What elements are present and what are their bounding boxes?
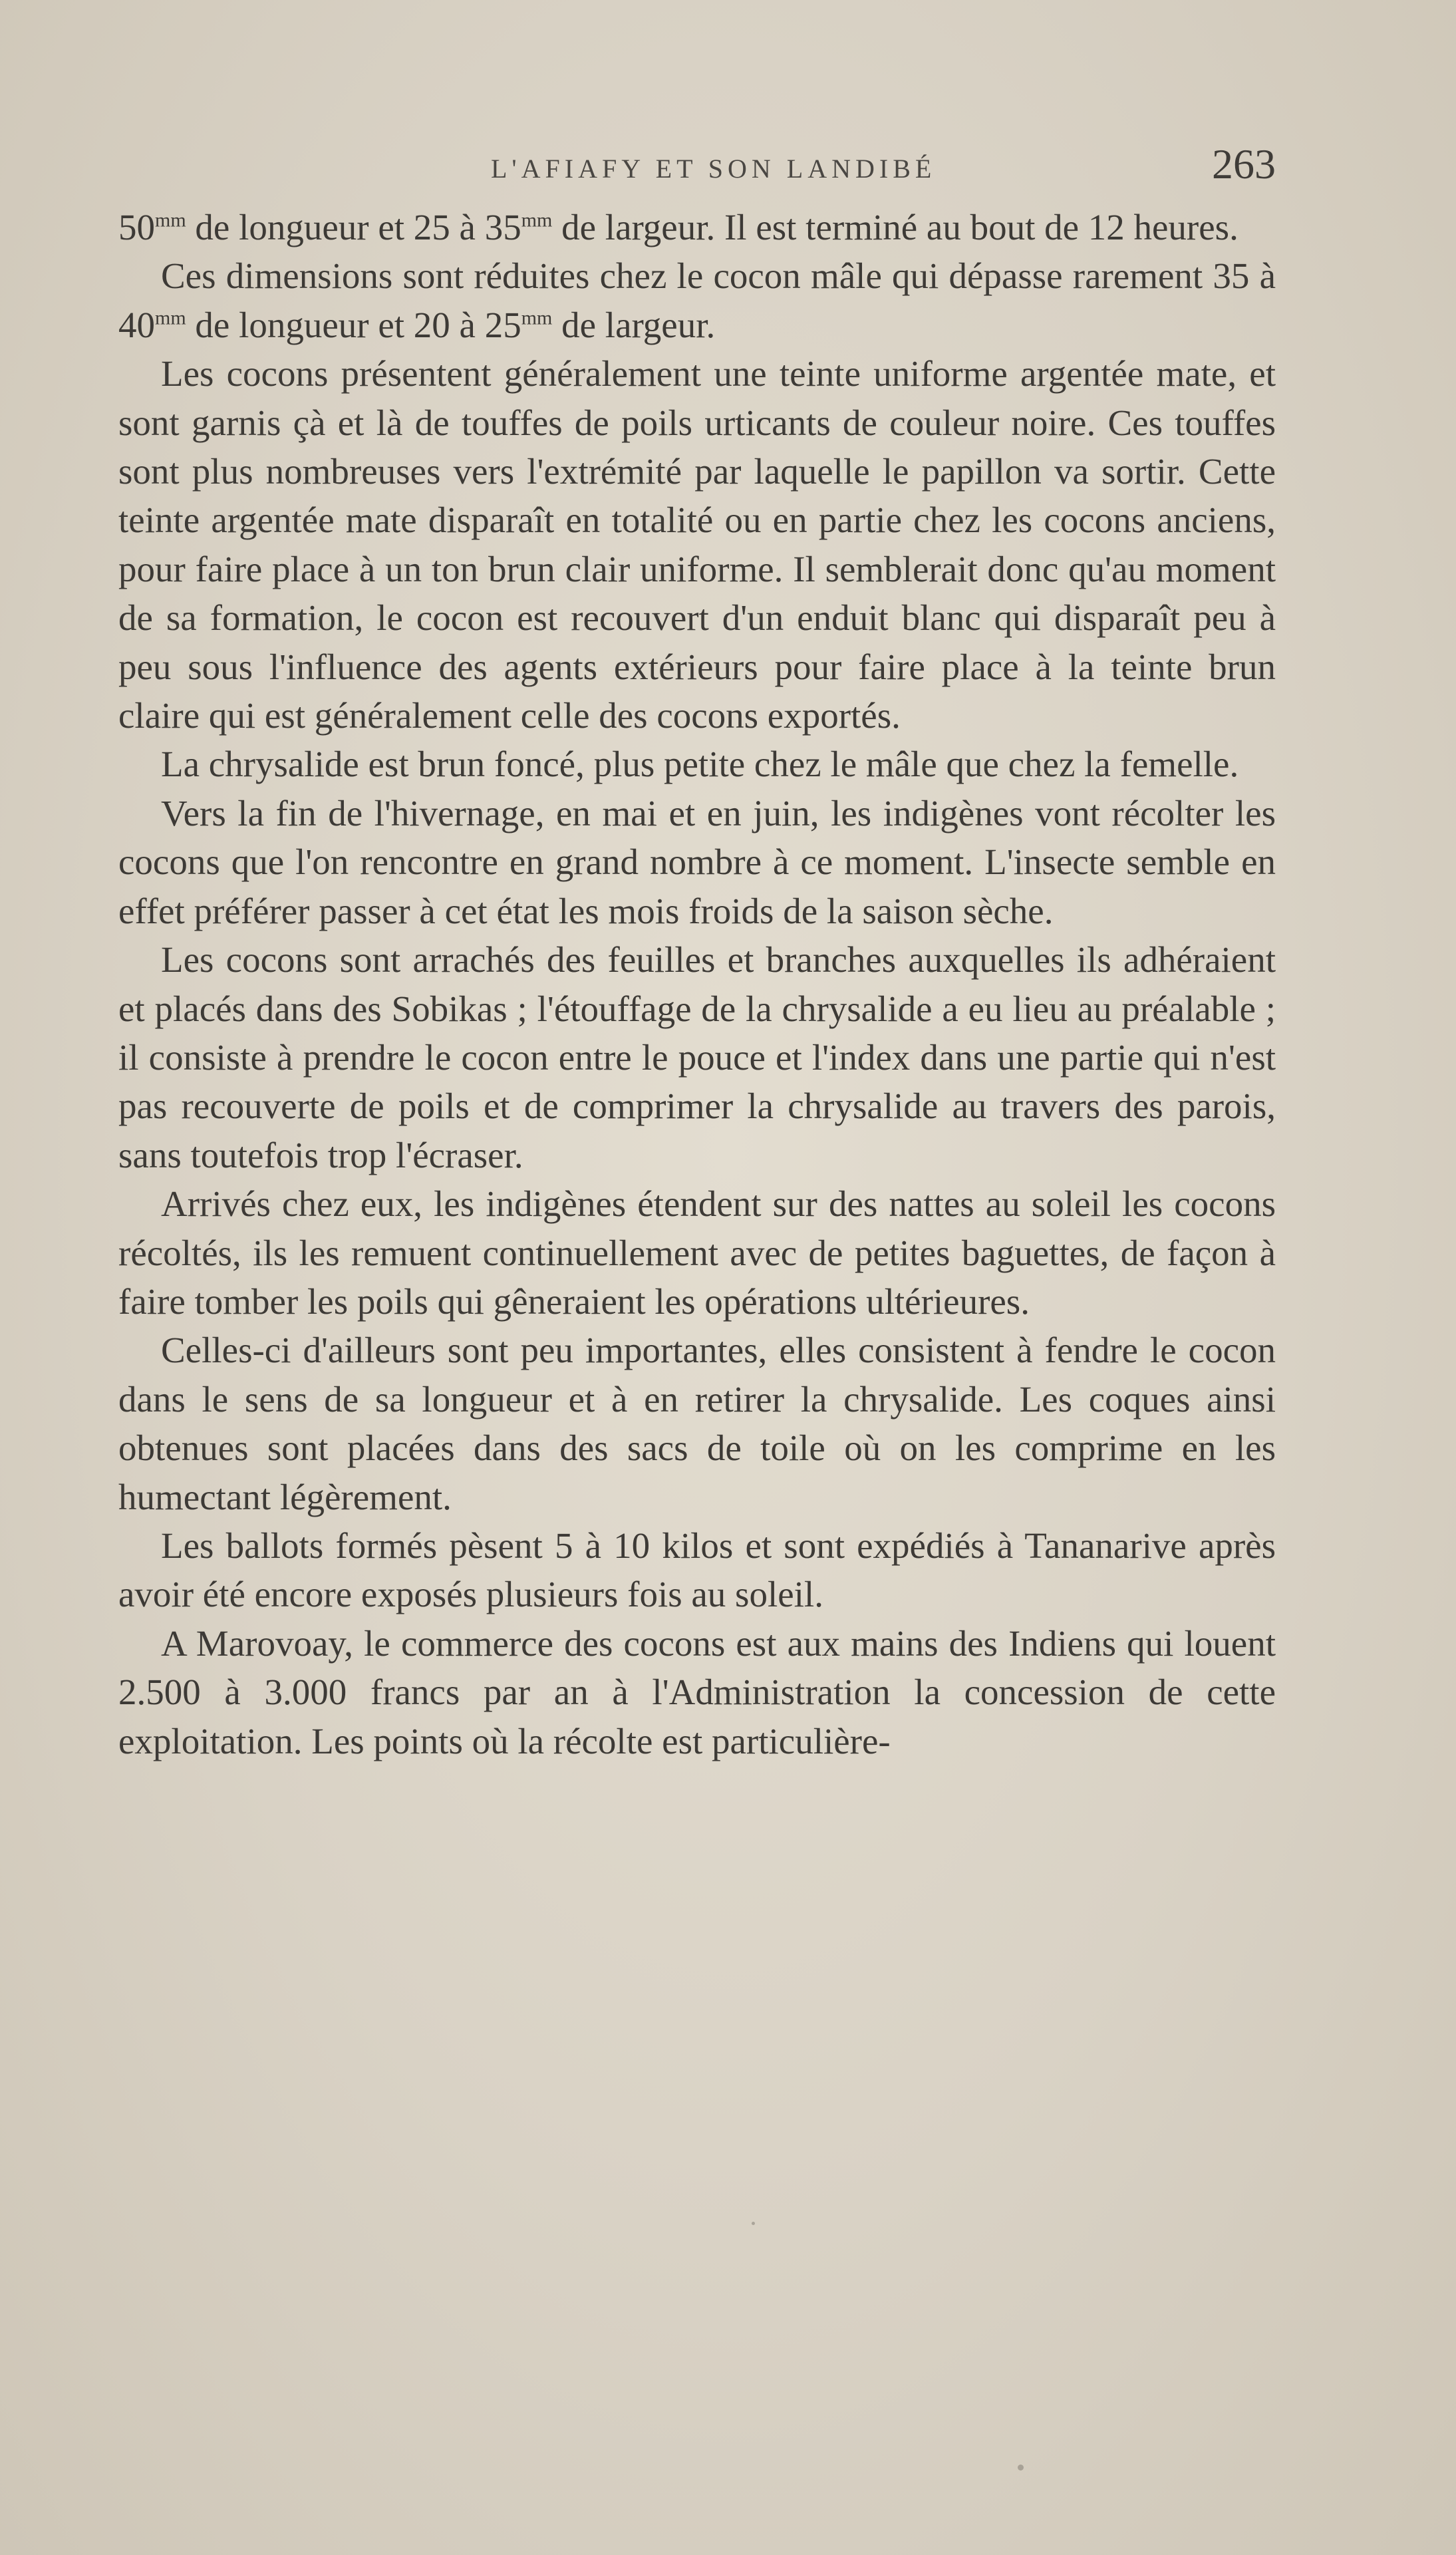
paragraph-8: Celles-ci d'ailleurs sont peu importantes, elles consistent à fendre le cocon dans le sens de sa longueur et à en retirer la chrysalide. Les coques ainsi obtenues sont placées dans des sacs de toile où on les comprime en les humectant légèrement. [118, 1330, 1276, 1517]
paper-speck [752, 2222, 755, 2225]
paragraph-10: A Marovoay, le commerce des cocons est aux mains des Indiens qui louent 2.500 à 3.000 francs par an à l'Administration la concession de cette exploitation. Les points où la récolte est particulière- [118, 1622, 1276, 1761]
paragraph-1 [118, 203, 1276, 251]
unit-superscript: mm [155, 307, 186, 329]
paragraph-5: Vers la fin de l'hivernage, en mai et en juin, les indigènes vont récolter les cocons que l'on rencontre en grand nombre à ce moment. L'insecte semble en effet préférer passer à cet état les mois froids de la saison sèche. [118, 792, 1276, 931]
unit-superscript: mm [521, 307, 553, 329]
text-run: de largeur. [552, 304, 716, 345]
body-text [118, 203, 1276, 1765]
text-run: 50 [118, 207, 155, 247]
running-head: L'AFIAFY ET SON LANDIBÉ [491, 154, 937, 184]
unit-superscript: mm [155, 209, 186, 231]
text-run: Ces dimensions sont réduites chez le cocon mâle qui dépasse rarement 35 à 40 [118, 255, 1276, 345]
paragraph-2 [118, 251, 1276, 349]
page-header [118, 140, 1276, 200]
paragraph-6: Les cocons sont arrachés des feuilles et branches auxquelles ils adhéraient et placés dans des Sobikas ; l'étouffage de la chrysalide a eu lieu au préalable ; il consiste à prendre le cocon entre le pouce et l'index dans une partie qui n'est pas recouverte de poils et de comprimer la chrysalide au travers des parois, sans toutefois trop l'écraser. [118, 939, 1276, 1175]
paragraph-3: Les cocons présentent généralement une teinte uniforme argentée mate, et sont garnis çà et là de touffes de poils urticants de couleur noire. Ces touffes sont plus nombreuses vers l'extrémité par laquelle le papillon va sortir. Cette teinte argentée mate disparaît en totalité ou en partie chez les cocons anciens, pour faire place à un ton brun clair uniforme. Il semblerait donc qu'au moment de sa formation, le cocon est recouvert d'un enduit blanc qui disparaît peu à peu sous l'influence des agents extérieurs pour faire place à la teinte brun claire qui est généralement celle des cocons exportés. [118, 353, 1276, 736]
paragraph-4: La chrysalide est brun foncé, plus petite chez le mâle que chez la femelle. [161, 744, 1239, 785]
text-run: de longueur et 25 à 35 [186, 207, 521, 247]
paragraph-9: Les ballots formés pèsent 5 à 10 kilos et sont expédiés à Tananarive après avoir été encore exposés plusieurs fois au soleil. [118, 1525, 1276, 1615]
paper-speck [1018, 2465, 1024, 2471]
paragraph-7: Arrivés chez eux, les indigènes étendent sur des nattes au soleil les cocons récoltés, ils les remuent continuellement avec de petites baguettes, de façon à faire tomber les poils qui gêneraient les opérations ultérieures. [118, 1183, 1276, 1322]
text-run: de longueur et 20 à 25 [186, 304, 521, 345]
text-run: de largeur. Il est terminé au bout de 12 heures. [552, 207, 1238, 247]
page-number: 263 [1212, 140, 1276, 188]
unit-superscript: mm [521, 209, 553, 231]
